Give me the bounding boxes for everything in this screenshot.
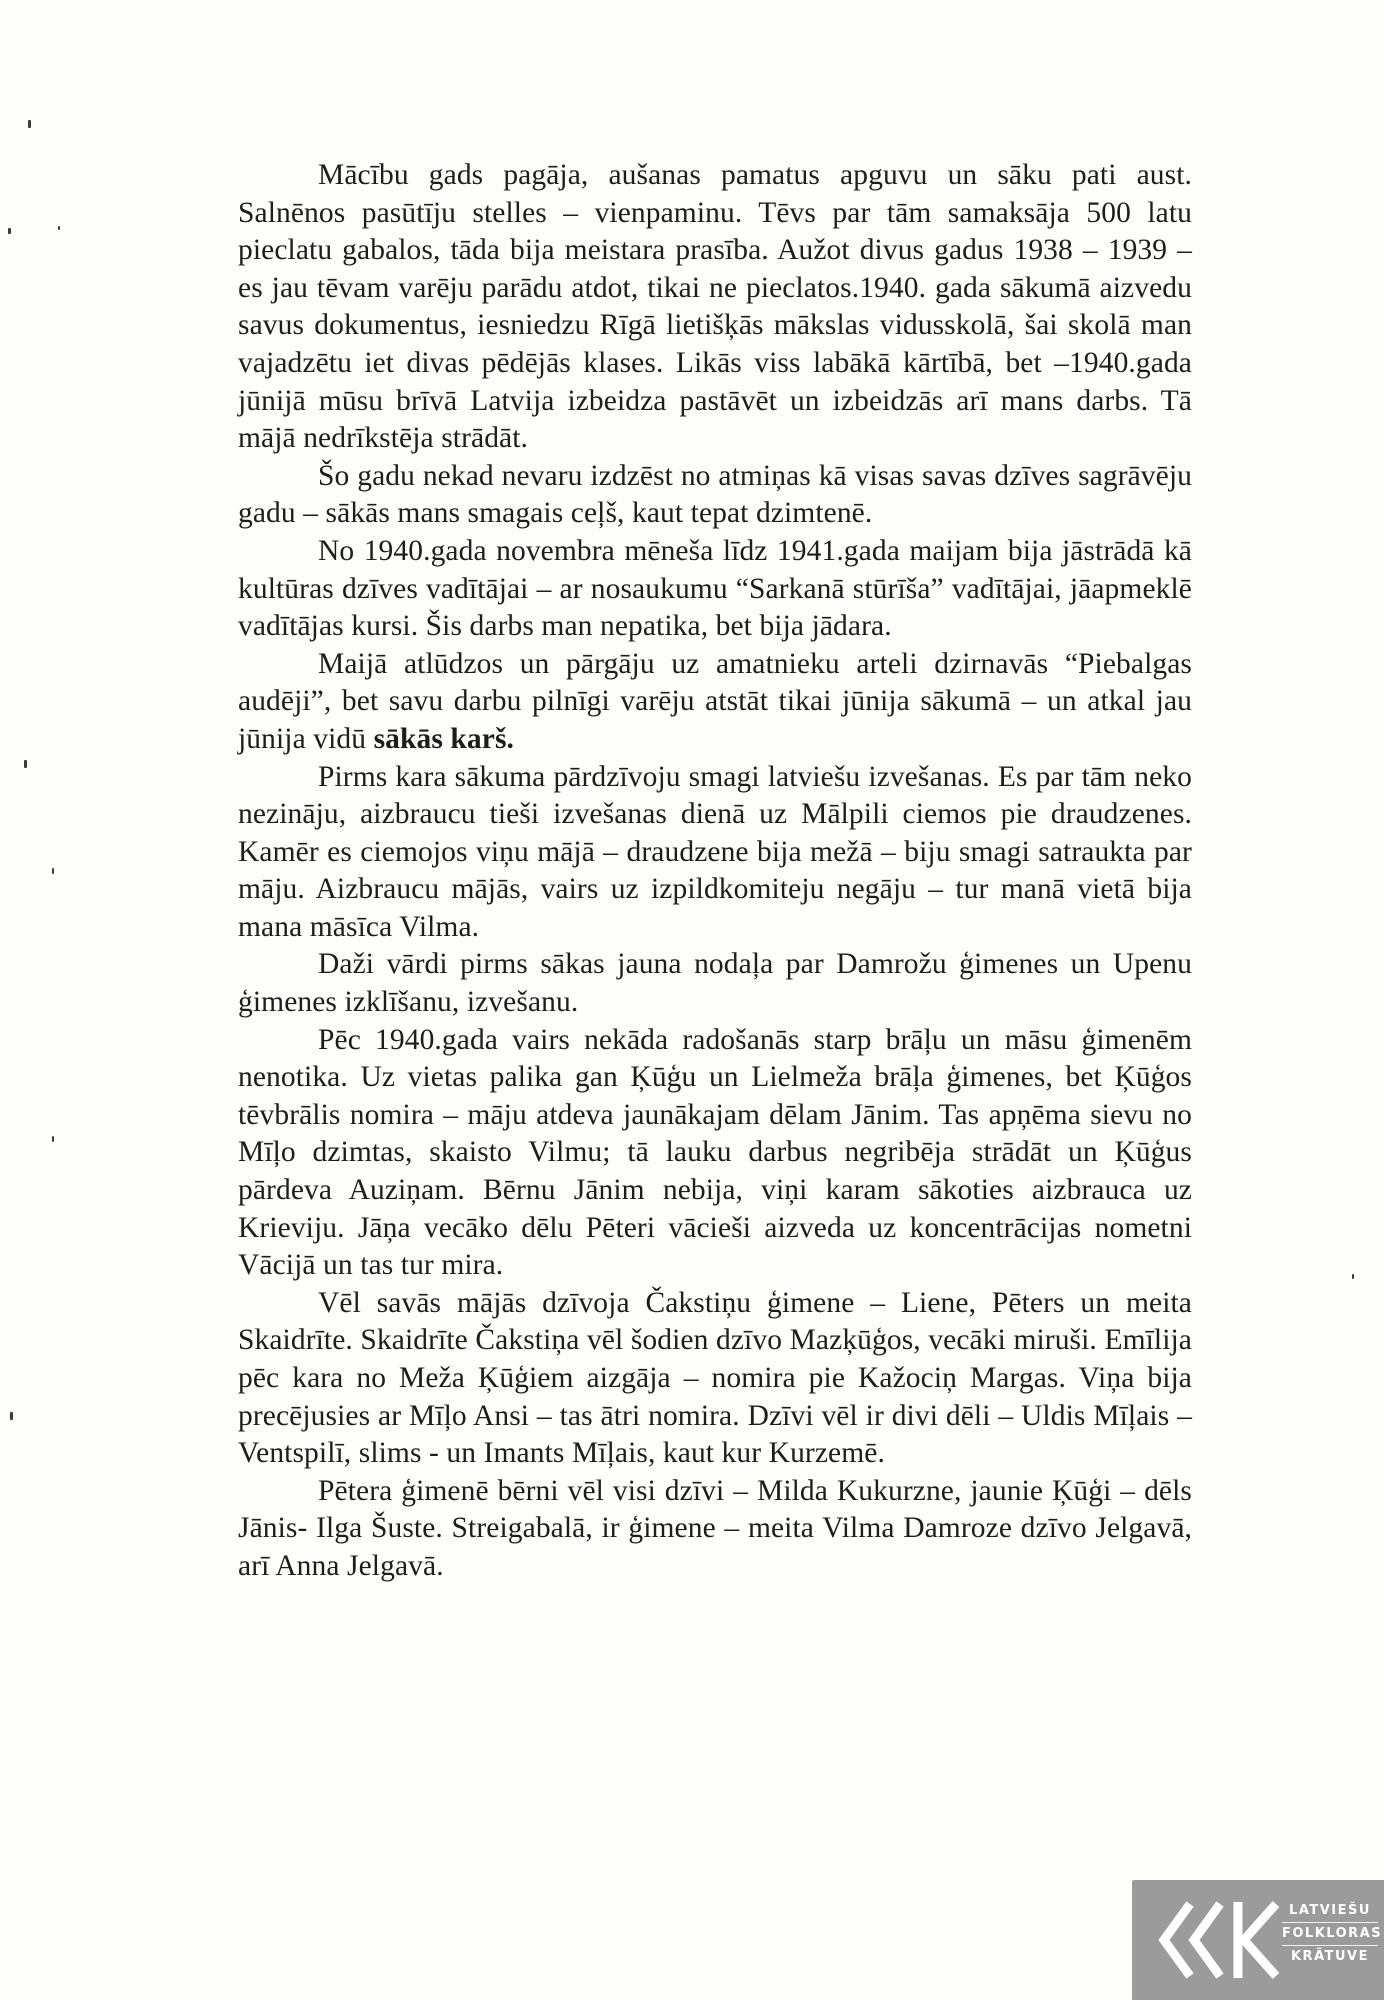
logo-line-1: LATVIEŠU xyxy=(1282,1900,1378,1923)
scan-speck xyxy=(10,1412,13,1420)
scan-speck xyxy=(28,120,31,128)
paragraph-3: No 1940.gada novembra mēneša līdz 1941.gada maijam bija jāstrādā kā kultūras dzīves vadītājai – ar nosaukumu “Sarkanā stūrīša” vadītājai, jāapmeklē vadītājas kursi. Šis darbs man nepatika, bet bija jādara. xyxy=(238,534,1192,643)
scan-speck xyxy=(52,1136,54,1142)
paragraph-8: Vēl savās mājās dzīvoja Čakstiņu ģimene – Liene, Pēters un meita Skaidrīte. Skaidrīte Čakstiņa vēl šodien dzīvo Mazķūģos, vecāki miruši. Emīlija pēc kara no Meža Ķūģiem aizgāja – nomira pie Kažociņ Margas. Viņa bija precējusies ar Mīļo Ansi – tas ātri nomira. Dzīvi vēl ir divi dēli – Uldis Mīļais – Ventspilī, slims - un Imants Mīļais, kaut kur Kurzemē. xyxy=(238,1286,1192,1470)
scan-speck xyxy=(52,868,54,874)
paragraph-2: Šo gadu nekad nevaru izdzēst no atmiņas kā visas savas dzīves sagrāvēju gadu – sākās mans smagais ceļš, kaut tepat dzimtenē. xyxy=(238,459,1192,530)
paragraph-4-bold: sākās karš. xyxy=(373,722,515,755)
document-body xyxy=(238,157,1192,1586)
scan-speck xyxy=(24,760,27,768)
scan-speck xyxy=(58,226,60,230)
paragraph-9: Pētera ģimenē bērni vēl visi dzīvi – Milda Kukurzne, jaunie Ķūģi – dēls Jānis- Ilga Šuste. Streigabalā, ir ģimene – meita Vilma Damroze dzīvo Jelgavā, arī Anna Jelgavā. xyxy=(238,1474,1192,1582)
paragraph-4-text: Maijā atlūdzos un pārgāju uz amatnieku arteli dzirnavās “Piebalgas audēji”, bet savu darbu pilnīgi varēju atstāt tikai jūnija sākumā – un atkal jau jūnija vidū xyxy=(238,647,1192,755)
logo-wordmark xyxy=(1282,1900,1383,1968)
paragraph-1: Mācību gads pagāja, aušanas pamatus apguvu un sāku pati aust. Salnēnos pasūtīju stelles – vienpaminu. Tēvs par tām samaksāja 500 latu pieclatu gabalos, tāda bija meistara prasība. Aužot divus gadus 1938 – 1939 – es jau tēvam varēju parādu atdot, tikai ne pieclatos.1940. gada sākumā aizvedu savus dokumentus, iesniedzu Rīgā lietišķās mākslas vidusskolā, šai skolā man vajadzētu iet divas pēdējās klases. Likās viss labākā kārtībā, bet –1940.gada jūnijā mūsu brīvā Latvija izbeidza pastāvēt un izbeidzās arī mans darbs. Tā mājā nedrīkstēja strādāt. xyxy=(238,159,1192,455)
paragraph-4 xyxy=(238,646,1192,759)
paragraph-6: Daži vārdi pirms sākas jauna nodaļa par Damrožu ģimenes un Upenu ģimenes izklīšanu, izvešanu. xyxy=(238,948,1192,1019)
lfk-logo-icon xyxy=(1154,1894,1284,1986)
scan-speck xyxy=(1352,1274,1354,1279)
archive-logo xyxy=(1132,1880,1384,2000)
logo-line-3: KRĀTUVE xyxy=(1290,1949,1369,1964)
paragraph-5: Pirms kara sākuma pārdzīvoju smagi latviešu izvešanas. Es par tām neko nezināju, aizbraucu tieši izvešanas dienā uz Mālpili ciemos pie draudzenes. Kamēr es ciemojos viņu mājā – draudzene bija mežā – biju smagi satraukta par māju. Aizbraucu mājās, vairs uz izpildkomiteju negāju – tur manā vietā bija mana māsīca Vilma. xyxy=(238,760,1192,943)
scan-speck xyxy=(8,228,11,234)
logo-line-2: FOLKLORAS xyxy=(1282,1923,1378,1946)
paragraph-7: Pēc 1940.gada vairs nekāda radošanās starp brāļu un māsu ģimenēm nenotika. Uz vietas palika gan Ķūģu un Lielmeža brāļa ģimenes, bet Ķūģos tēvbrālis nomira – māju atdeva jaunākajam dēlam Jānim. Tas apņēma sievu no Mīļo dzimtas, skaisto Vilmu; tā lauku darbus negribēja strādāt un Ķūģus pārdeva Auziņam. Bērnu Jānim nebija, viņi karam sākoties aizbrauca uz Krieviju. Jāņa vecāko dēlu Pēteri vācieši aizveda uz koncentrācijas nometni Vācijā un tas tur mira. xyxy=(238,1023,1192,1282)
